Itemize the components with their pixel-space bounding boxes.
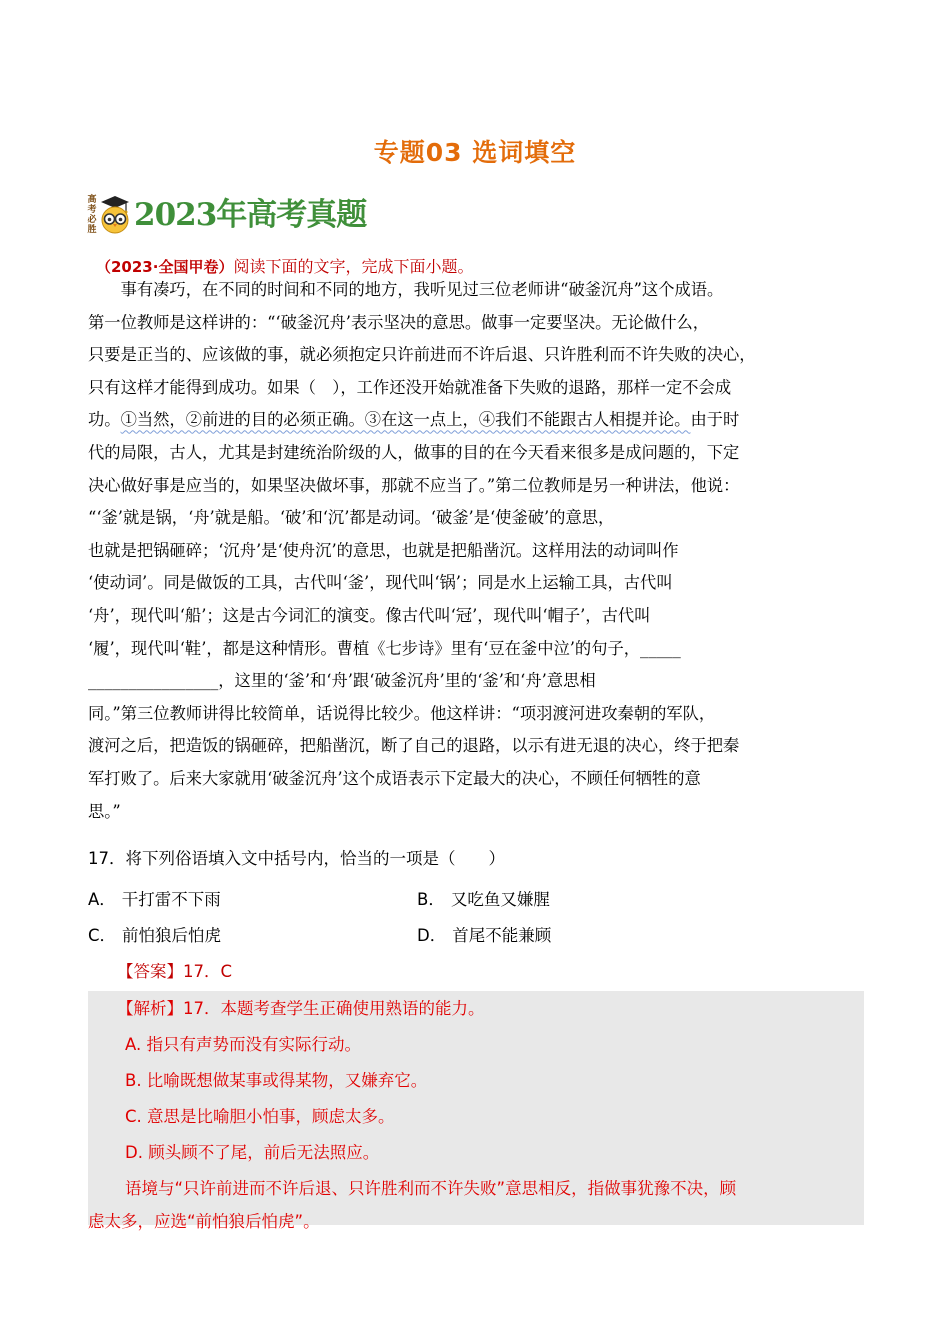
option-a bbox=[88, 886, 221, 910]
answer-line: 【答案】17．C bbox=[117, 962, 233, 981]
wavy-line-before: 功。 bbox=[88, 410, 121, 430]
section-banner bbox=[86, 193, 386, 239]
option-text: 前怕狼后怕虎 bbox=[122, 926, 222, 945]
analysis-conclusion-1: 语境与“只许前进而不许后退、只许胜利而不许失败”意思相反，指做事犹豫不决，顾 bbox=[125, 1179, 737, 1198]
passage-line: 渡河之后，把造饭的锅砸碎，把船凿沉，断了自己的退路，以示有进无退的决心，终于把秦 bbox=[88, 736, 740, 756]
option-d bbox=[417, 922, 551, 946]
passage-line: ‘履’，现代叫‘鞋’，都是这种情形。曹植《七步诗》里有‘豆在釜中泣’的句子，_____ bbox=[88, 638, 681, 658]
section-heading: 2023年高考真题 bbox=[134, 197, 367, 233]
option-letter: A． bbox=[88, 890, 116, 909]
passage-line: ________________，这里的‘釜’和‘舟’跟‘破釜沉舟’里的‘釜’和‘舟’意思相 bbox=[88, 671, 596, 691]
passage-line: 只要是正当的、应该做的事，就必须抱定只许前进而不许后退、只许胜利而不许失败的决心， bbox=[88, 345, 756, 365]
analysis-item-a: A. 指只有声势而没有实际行动。 bbox=[125, 1035, 361, 1054]
analysis-head: 【解析】17．本题考查学生正确使用熟语的能力。 bbox=[117, 999, 485, 1018]
passage-line: 只有这样才能得到成功。如果（ ），工作还没开始就准备下失败的退路，那样一定不会成 bbox=[88, 377, 732, 397]
option-c bbox=[88, 922, 221, 946]
option-text: 干打雷不下雨 bbox=[121, 890, 221, 909]
passage-line: 同。”第三位教师讲得比较简单，话说得比较少。他这样讲：“项羽渡河进攻秦朝的军队， bbox=[88, 703, 716, 723]
passage-line: ‘使动词’。同是做饭的工具，古代叫‘釜’，现代叫‘锅’；同是水上运输工具，古代叫 bbox=[88, 573, 673, 593]
passage-line: 代的局限，古人，尤其是封建统治阶级的人，做事的目的在今天看来很多是成问题的，下定 bbox=[88, 442, 740, 462]
passage-source: （2023·全国甲卷） bbox=[96, 258, 234, 276]
option-text: 首尾不能兼顾 bbox=[452, 926, 552, 945]
analysis-item-c: C. 意思是比喻胆小怕事，顾虑太多。 bbox=[125, 1107, 395, 1126]
passage-line: 思。” bbox=[88, 801, 121, 821]
owl-mascot-icon bbox=[99, 193, 131, 237]
option-letter: C． bbox=[88, 926, 117, 945]
question-stem: 17．将下列俗语填入文中括号内，恰当的一项是（ ） bbox=[88, 849, 505, 868]
option-letter: D． bbox=[417, 926, 447, 945]
passage-line: 决心做好事是应当的，如果坚决做坏事，那就不应当了。”第二位教师是另一种讲法，他说： bbox=[88, 475, 740, 495]
passage-line: “‘釜’就是锅，‘舟’就是船。‘破’和‘沉’都是动词。‘破釜’是‘使釜破’的意思， bbox=[88, 508, 615, 528]
passage-instruction: 阅读下面的文字，完成下面小题。 bbox=[233, 257, 474, 276]
analysis-conclusion-2: 虑太多，应选“前怕狼后怕虎”。 bbox=[88, 1212, 320, 1231]
passage-line: 军打败了。后来大家就用‘破釜沉舟’这个成语表示下定最大的决心，不顾任何牺牲的意 bbox=[88, 768, 701, 788]
option-letter: B． bbox=[417, 890, 445, 909]
passage-line-wavy bbox=[88, 404, 863, 437]
passage-line: 第一位教师是这样讲的：“‘破釜沉舟’表示坚决的意思。做事一定要坚决。无论做什么， bbox=[88, 312, 710, 332]
page-title: 专题03 选词填空 bbox=[373, 138, 577, 167]
analysis-item-b: B. 比喻既想做某事或得某物，又嫌弃它。 bbox=[125, 1071, 428, 1090]
option-text: 又吃鱼又嫌腥 bbox=[450, 890, 550, 909]
wavy-underlined-text: ①当然，②前进的目的必须正确。③在这一点上，④我们不能跟古人相提并论。 bbox=[120, 410, 691, 430]
wavy-line-after: 由于时 bbox=[690, 410, 740, 430]
analysis-item-d: D. 顾头顾不了尾，前后无法照应。 bbox=[125, 1143, 380, 1162]
banner-side-text: 高考必胜 bbox=[87, 195, 97, 235]
passage-line: 事有凑巧，在不同的时间和不同的地方，我听见过三位老师讲“破釜沉舟”这个成语。 bbox=[88, 280, 724, 299]
passage-line: ‘舟’，现代叫‘船’；这是古今词汇的演变。像古代叫‘冠’，现代叫‘帽子’，古代叫 bbox=[88, 605, 651, 625]
passage-line: 也就是把锅砸碎；‘沉舟’是‘使舟沉’的意思，也就是把船凿沉。这样用法的动词叫作 bbox=[88, 540, 679, 560]
option-b bbox=[417, 886, 550, 910]
passage-text bbox=[88, 274, 863, 828]
